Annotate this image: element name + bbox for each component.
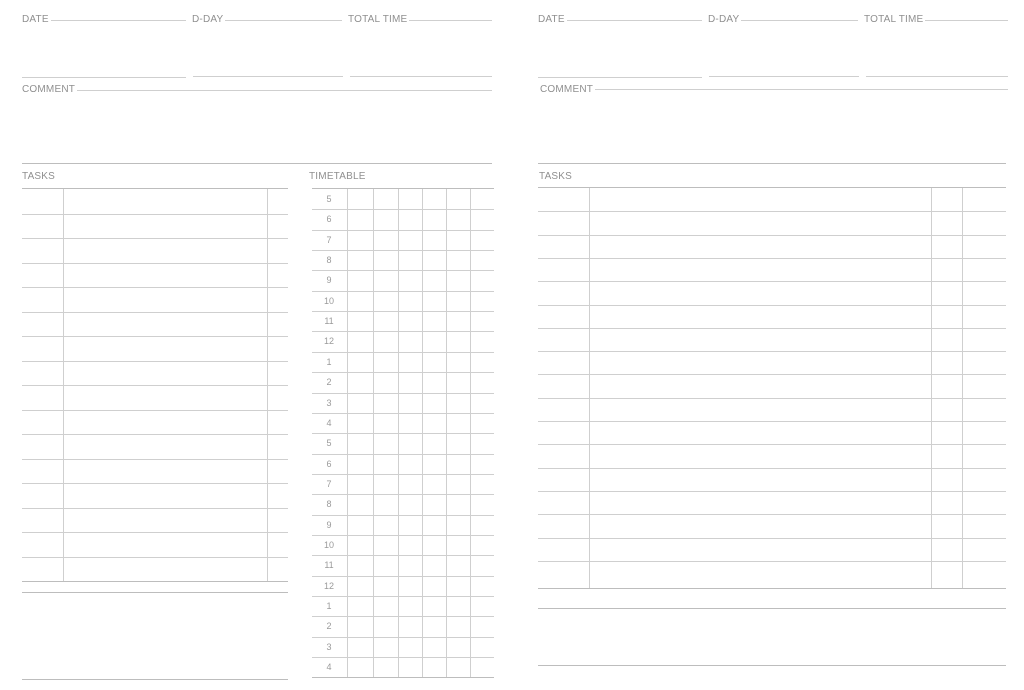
dday-label: D-DAY <box>702 14 741 26</box>
dday-field[interactable] <box>709 76 859 77</box>
total-time-label: TOTAL TIME <box>342 14 409 26</box>
timetable-row-line <box>312 677 494 678</box>
hour-label: 11 <box>324 316 334 327</box>
tasks-bottom-rule <box>538 588 1006 589</box>
hour-label: 1 <box>326 601 332 611</box>
dday-field[interactable] <box>193 76 343 77</box>
notes-bottom-rule <box>538 665 1006 666</box>
timetable-row-line <box>312 535 494 536</box>
task-line[interactable] <box>538 351 1006 352</box>
task-line[interactable] <box>538 491 1006 492</box>
hour-label: 12 <box>323 336 334 347</box>
task-line[interactable] <box>538 538 1006 539</box>
hour-label: 2 <box>326 377 332 388</box>
timetable-row-line <box>312 596 494 597</box>
task-line[interactable] <box>538 258 1006 259</box>
hour-label: 8 <box>326 255 332 266</box>
task-line[interactable] <box>22 263 288 264</box>
header-rule <box>22 20 492 21</box>
task-line[interactable] <box>22 312 288 313</box>
task-divider <box>267 189 268 582</box>
task-line[interactable] <box>22 434 288 435</box>
hour-label: 9 <box>326 519 332 530</box>
tasks-label: TASKS <box>539 171 573 182</box>
timetable-row-line <box>312 413 494 414</box>
task-line[interactable] <box>538 468 1006 469</box>
timetable-row-line <box>312 454 494 455</box>
task-line[interactable] <box>538 514 1006 515</box>
task-divider <box>589 188 590 588</box>
timetable-row-line <box>312 637 494 638</box>
hour-label: 5 <box>326 438 332 449</box>
task-line[interactable] <box>538 305 1006 306</box>
header-rule <box>538 20 1008 21</box>
timetable-row-line <box>312 331 494 332</box>
timetable-row-line <box>312 433 494 434</box>
task-line[interactable] <box>22 459 288 460</box>
timetable-row-line <box>312 616 494 617</box>
timetable-row-line <box>312 555 494 556</box>
date-field[interactable] <box>22 77 186 78</box>
hour-label: 3 <box>326 641 332 652</box>
hour-label: 5 <box>326 194 332 204</box>
hour-label: 11 <box>324 560 334 571</box>
hour-label: 4 <box>326 662 332 673</box>
timetable-row-line <box>312 576 494 577</box>
timetable-row-line <box>312 657 494 658</box>
total-time-field[interactable] <box>350 76 492 77</box>
total-time-label: TOTAL TIME <box>858 14 925 26</box>
task-line[interactable] <box>538 235 1006 236</box>
hour-label: 12 <box>323 580 334 591</box>
timetable-column-line <box>373 189 374 677</box>
task-line[interactable] <box>22 336 288 337</box>
comment-bottom-rule <box>538 163 1006 164</box>
task-line[interactable] <box>538 374 1006 375</box>
task-line[interactable] <box>22 508 288 509</box>
timetable-row-line <box>312 291 494 292</box>
date-label: DATE <box>538 14 565 25</box>
hour-label: 7 <box>326 478 332 489</box>
timetable-column-line <box>398 189 399 677</box>
timetable-row-line <box>312 311 494 312</box>
timetable-row-line <box>312 250 494 251</box>
task-line[interactable] <box>22 287 288 288</box>
hour-label: 3 <box>326 397 332 408</box>
tasks-bottom-rule <box>22 581 288 582</box>
total-time-field[interactable] <box>866 76 1008 77</box>
notes-bottom-rule <box>22 679 288 680</box>
timetable-row-line <box>312 352 494 353</box>
task-divider <box>931 188 932 588</box>
hour-label: 2 <box>326 621 332 632</box>
task-line[interactable] <box>22 532 288 533</box>
hour-label: 1 <box>326 356 332 367</box>
task-line[interactable] <box>538 328 1006 329</box>
timetable-label: TIMETABLE <box>309 171 366 182</box>
hour-label: 6 <box>326 458 332 469</box>
hour-label: 4 <box>326 417 332 428</box>
timetable-row-line <box>312 393 494 394</box>
tasks-top-rule <box>22 188 288 189</box>
task-line[interactable] <box>22 410 288 411</box>
timetable-column-line <box>422 189 423 677</box>
notes-top-rule <box>22 592 288 593</box>
task-line[interactable] <box>538 421 1006 422</box>
task-divider <box>962 188 963 588</box>
timetable-row-line <box>312 270 494 271</box>
hour-label: 6 <box>326 214 332 225</box>
timetable-top-rule <box>312 188 494 189</box>
task-line[interactable] <box>22 214 288 215</box>
timetable-row-line <box>312 209 494 210</box>
task-line[interactable] <box>22 385 288 386</box>
task-line[interactable] <box>538 444 1006 445</box>
comment-bottom-rule <box>22 163 492 164</box>
hour-label: 9 <box>326 275 332 286</box>
dday-label: D-DAY <box>186 14 225 26</box>
task-line[interactable] <box>538 561 1006 562</box>
task-line[interactable] <box>22 238 288 239</box>
timetable-column-line <box>470 189 471 677</box>
task-line[interactable] <box>22 557 288 558</box>
comment-label: COMMENT <box>22 84 76 95</box>
task-line[interactable] <box>538 281 1006 282</box>
task-line[interactable] <box>538 398 1006 399</box>
tasks-label: TASKS <box>22 171 56 182</box>
hour-label: 10 <box>323 539 334 550</box>
task-line[interactable] <box>538 211 1006 212</box>
task-line[interactable] <box>22 361 288 362</box>
timetable-row-line <box>312 494 494 495</box>
timetable-column-line <box>347 189 348 677</box>
comment-label: COMMENT <box>540 84 594 95</box>
date-label: DATE <box>22 14 49 25</box>
hour-label: 8 <box>326 499 332 510</box>
notes-top-rule <box>538 608 1006 609</box>
comment-rule <box>538 89 1008 90</box>
hour-label: 7 <box>326 234 332 245</box>
timetable-row-line <box>312 515 494 516</box>
timetable-row-line <box>312 230 494 231</box>
date-field[interactable] <box>538 77 702 78</box>
tasks-top-rule <box>538 187 1006 188</box>
comment-rule <box>22 90 492 91</box>
timetable-row-line <box>312 372 494 373</box>
task-line[interactable] <box>22 483 288 484</box>
timetable-column-line <box>446 189 447 677</box>
hour-label: 10 <box>323 295 334 306</box>
timetable-row-line <box>312 474 494 475</box>
task-divider <box>63 189 64 582</box>
